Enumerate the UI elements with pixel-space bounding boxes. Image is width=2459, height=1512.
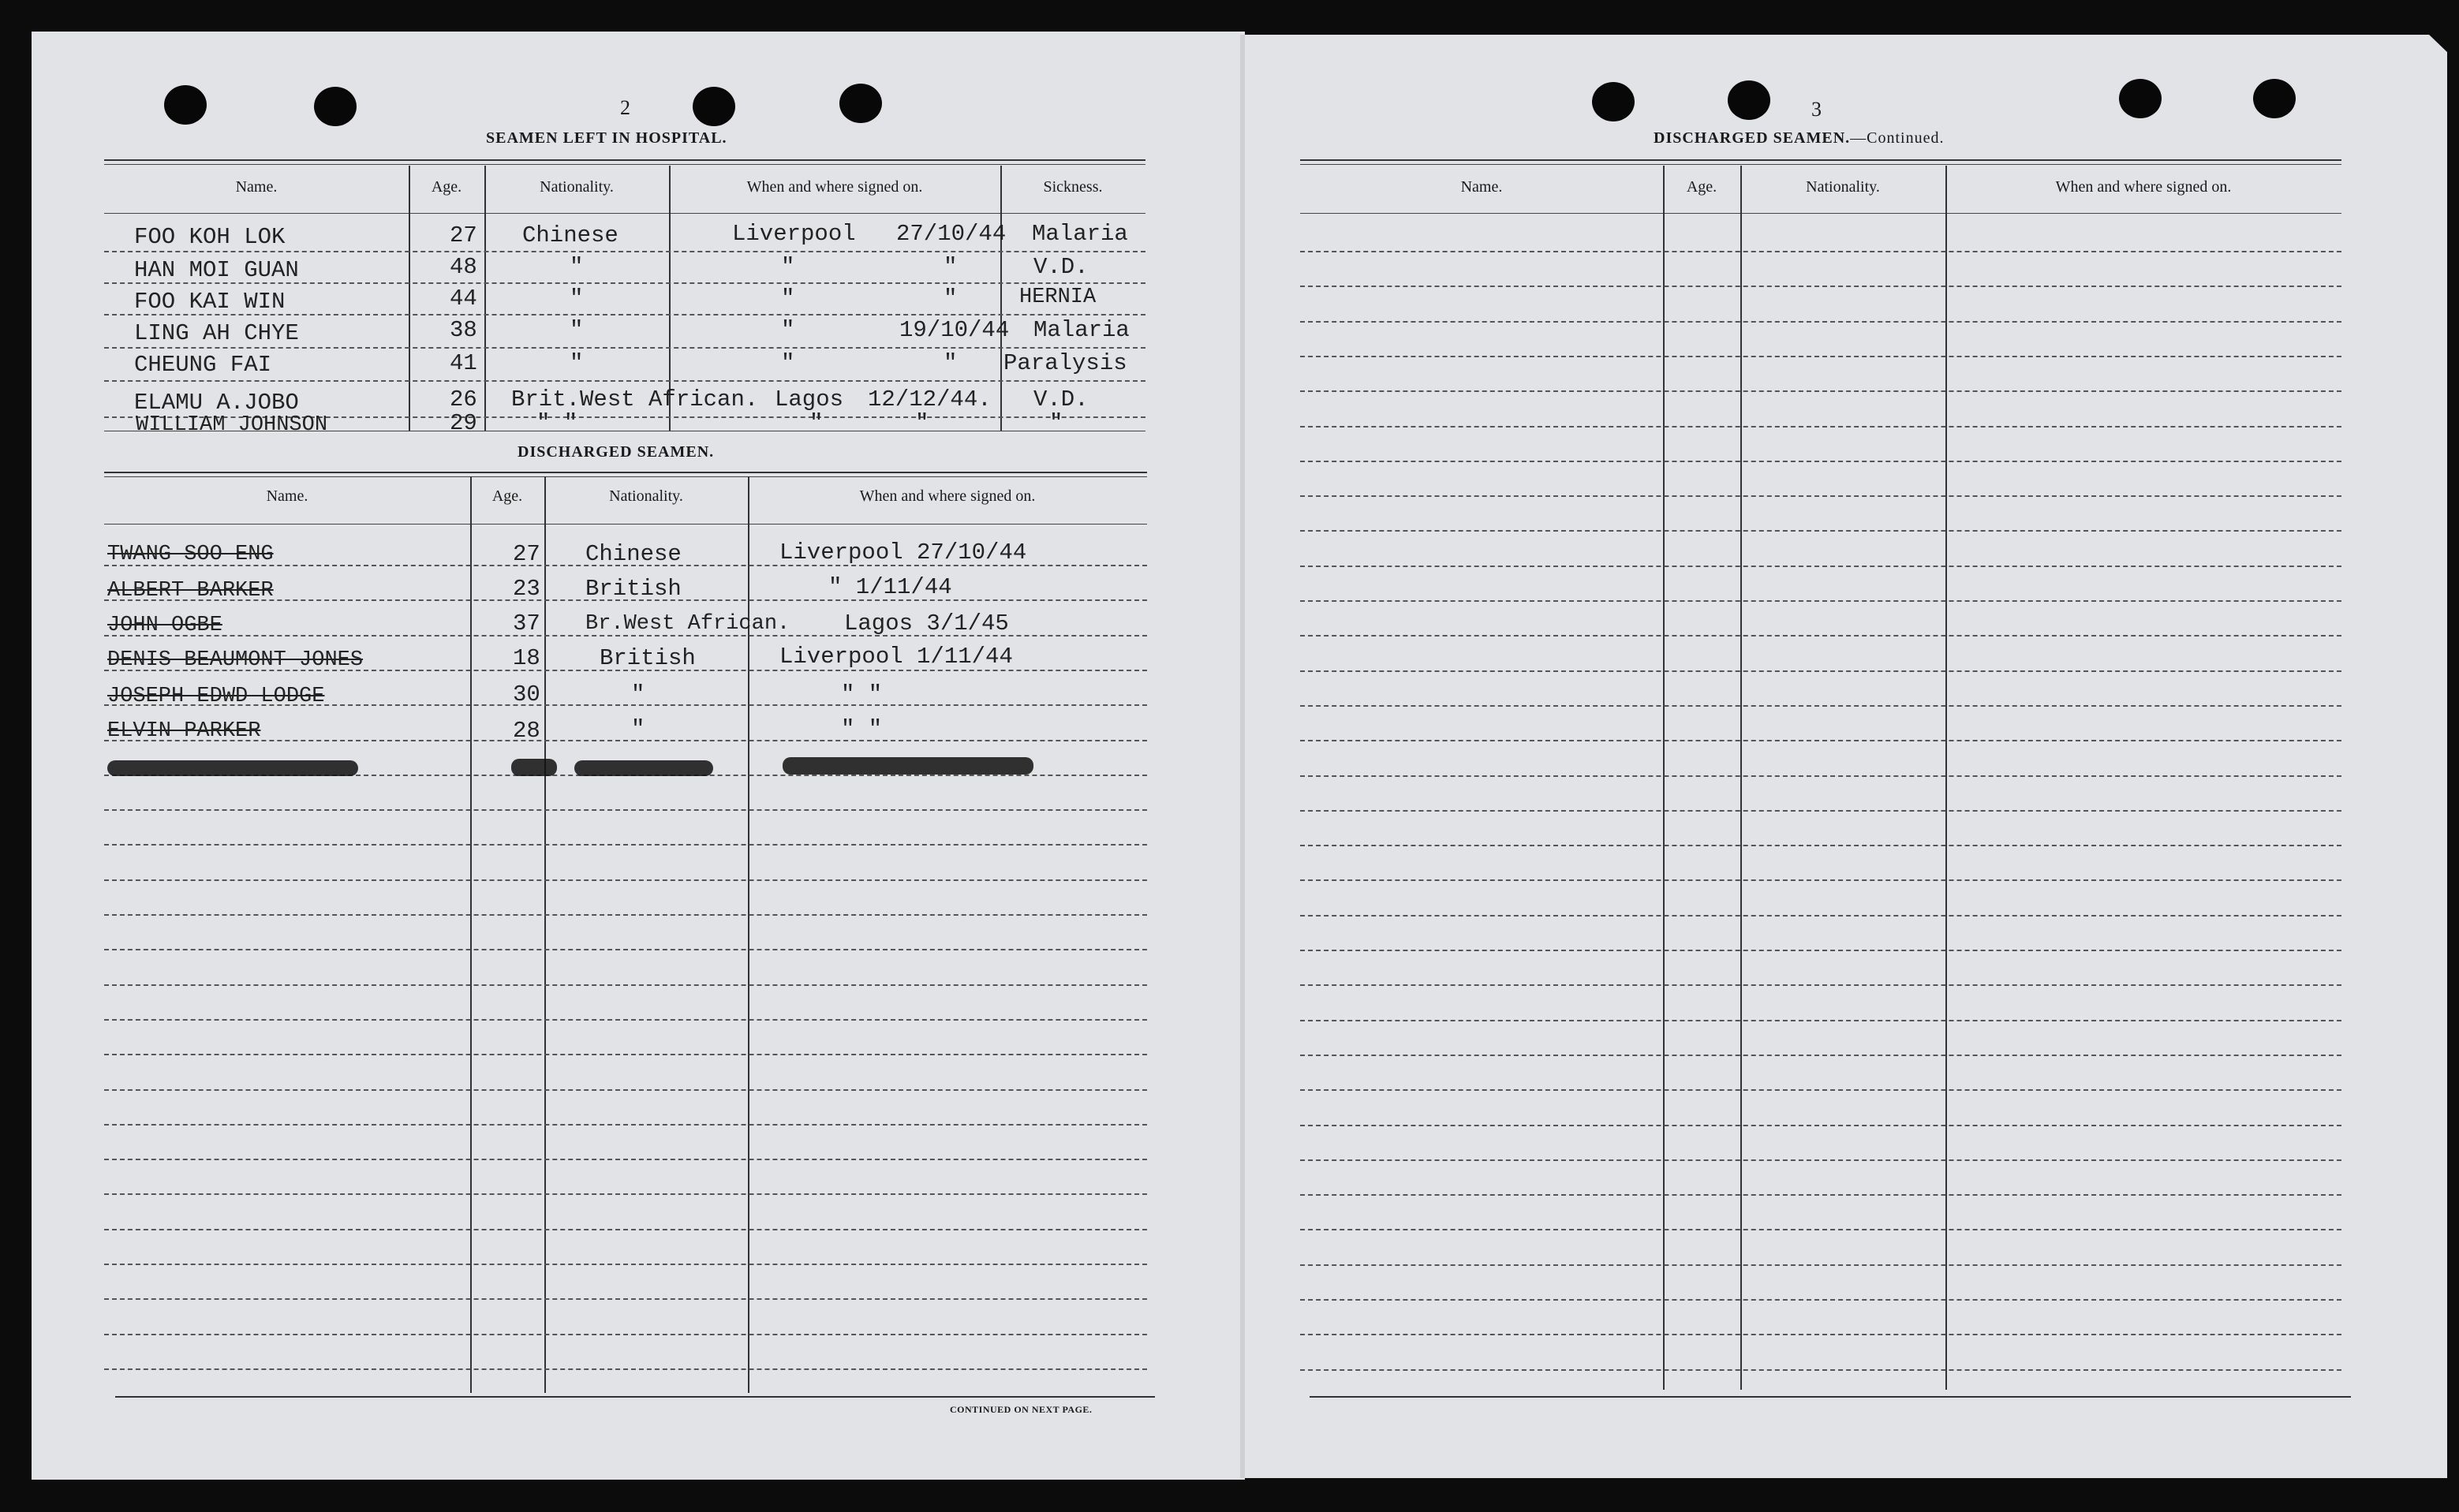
dotted-rule <box>104 879 1147 881</box>
title-suffix: —Continued. <box>1850 129 1945 147</box>
sickness: Paralysis <box>1003 350 1127 376</box>
seaman-age: 27 <box>513 541 540 567</box>
seaman-name: CHEUNG FAI <box>134 352 272 378</box>
col-header-age: Age. <box>491 487 523 505</box>
signed-on: Liverpool 27/10/44 <box>779 539 1027 566</box>
rule <box>115 1396 1155 1398</box>
page-fold <box>1240 35 1245 1478</box>
title-text: DISCHARGED SEAMEN. <box>1654 129 1851 147</box>
seaman-nationality: British <box>585 576 682 602</box>
punch-hole <box>839 84 882 123</box>
dotted-rule <box>1300 426 2341 427</box>
dotted-rule <box>1300 740 2341 741</box>
dotted-rule <box>104 914 1147 916</box>
dotted-rule <box>104 1368 1147 1370</box>
dotted-rule <box>1300 1334 2341 1335</box>
col-header-signed-on: When and where signed on. <box>2055 178 2232 196</box>
ink-blot <box>574 760 713 776</box>
dotted-rule <box>1300 950 2341 951</box>
rule <box>104 213 1145 214</box>
dotted-rule <box>104 844 1147 846</box>
seaman-age: 23 <box>513 576 540 602</box>
seaman-name: ELVIN PARKER <box>107 719 261 743</box>
dotted-rule <box>104 1193 1147 1195</box>
signed-on: " " <box>841 681 883 707</box>
discharged-section-title: DISCHARGED SEAMEN. <box>518 443 715 461</box>
seaman-nationality: Chinese <box>585 541 682 567</box>
seaman-nationality: British <box>600 645 696 671</box>
dotted-rule <box>1300 879 2341 881</box>
signed-place: " <box>781 286 795 312</box>
punch-hole <box>164 85 207 125</box>
col-header-name: Name. <box>266 487 308 505</box>
punch-hole <box>314 87 357 126</box>
sickness: Malaria <box>1033 317 1130 343</box>
seaman-name: DENIS BEAUMONT JONES <box>107 648 364 672</box>
rule <box>104 476 1147 477</box>
column-rule <box>1740 166 1742 1390</box>
dotted-rule <box>1300 775 2341 777</box>
dotted-rule <box>1300 1194 2341 1196</box>
seaman-name: TWANG SOO ENG <box>107 543 274 566</box>
seaman-name: JOSEPH EDWD LODGE <box>107 685 325 708</box>
dotted-rule <box>1300 1229 2341 1230</box>
dotted-rule <box>1300 251 2341 252</box>
signed-place: " <box>781 254 795 280</box>
seaman-nationality: Chinese <box>522 222 618 248</box>
signed-on: " 1/11/44 <box>828 574 952 600</box>
seaman-nationality: " <box>570 350 584 376</box>
dotted-rule <box>104 1159 1147 1160</box>
dotted-rule <box>104 1264 1147 1265</box>
dotted-rule <box>1300 1299 2341 1301</box>
rule <box>1310 1396 2351 1398</box>
signed-on: Lagos 3/1/45 <box>844 610 1009 637</box>
rule <box>1300 213 2341 214</box>
col-header-name: Name. <box>1460 178 1503 196</box>
seaman-age: 37 <box>513 610 540 637</box>
col-header-age: Age. <box>431 178 462 196</box>
ink-blot <box>783 757 1033 775</box>
col-header-name: Name. <box>235 178 278 196</box>
dotted-rule <box>104 251 1145 252</box>
ink-blot <box>511 759 557 776</box>
rule <box>1300 159 2341 161</box>
column-rule <box>544 476 546 1393</box>
sickness: V.D. <box>1033 386 1089 413</box>
punch-hole <box>1728 80 1770 120</box>
seaman-age: 28 <box>513 718 540 744</box>
col-header-nationality: Nationality. <box>1806 178 1880 196</box>
continued-section-title <box>1654 129 1945 147</box>
hospital-section-title: SEAMEN LEFT IN HOSPITAL. <box>486 129 727 147</box>
dotted-rule <box>1300 915 2341 917</box>
seaman-name: LING AH CHYE <box>134 320 299 346</box>
dotted-rule <box>1300 530 2341 532</box>
column-rule <box>470 476 472 1393</box>
rule <box>104 472 1147 473</box>
dotted-rule <box>1300 1020 2341 1021</box>
column-rule <box>1000 166 1002 431</box>
signed-date: " <box>915 410 929 436</box>
punch-hole <box>2253 79 2296 118</box>
seaman-name: ALBERT BARKER <box>107 579 274 603</box>
signed-date: " <box>944 350 958 376</box>
seaman-nationality: " <box>570 286 584 312</box>
rule <box>1300 164 2341 165</box>
dotted-rule <box>104 949 1147 950</box>
signed-date: 12/12/44. <box>868 386 992 413</box>
dotted-rule <box>1300 1369 2341 1371</box>
dotted-rule <box>1300 356 2341 357</box>
rule <box>104 524 1147 525</box>
seaman-age: 48 <box>450 254 477 280</box>
dotted-rule <box>104 1334 1147 1335</box>
signed-date: " <box>944 254 958 280</box>
seaman-age: 27 <box>450 222 477 248</box>
punch-hole <box>2119 79 2162 118</box>
seaman-age: 18 <box>513 645 540 671</box>
dotted-rule <box>104 1089 1147 1091</box>
dotted-rule <box>1300 495 2341 497</box>
signed-on: Liverpool 1/11/44 <box>779 644 1013 670</box>
dotted-rule <box>1300 1089 2341 1091</box>
seaman-name: WILLIAM JOHNSON <box>136 413 328 437</box>
dotted-rule <box>104 380 1145 382</box>
seaman-name: FOO KOH LOK <box>134 224 286 250</box>
seaman-name: FOO KAI WIN <box>134 289 286 315</box>
page-number-right: 3 <box>1811 98 1822 121</box>
ink-blot <box>107 760 358 776</box>
seaman-name: HAN MOI GUAN <box>134 257 299 283</box>
col-header-signed-on: When and where signed on. <box>746 178 923 196</box>
dotted-rule <box>1300 705 2341 707</box>
dotted-rule <box>1300 566 2341 567</box>
seaman-nationality: " <box>631 681 645 707</box>
sickness: HERNIA <box>1019 286 1097 309</box>
dotted-rule <box>1300 670 2341 672</box>
dotted-rule <box>1300 810 2341 812</box>
signed-place: " <box>781 317 795 343</box>
dotted-rule <box>1300 461 2341 462</box>
col-header-nationality: Nationality. <box>540 178 614 196</box>
dotted-rule <box>104 1054 1147 1055</box>
seaman-nationality: " " <box>536 410 578 436</box>
dotted-rule <box>1300 1055 2341 1056</box>
dotted-rule <box>104 1019 1147 1021</box>
seaman-nationality: Brit.West African. <box>511 386 759 413</box>
column-rule <box>1945 166 1947 1390</box>
seaman-nationality: " <box>570 317 584 343</box>
col-header-nationality: Nationality. <box>609 487 683 505</box>
seaman-age: 38 <box>450 317 477 343</box>
dotted-rule <box>104 1298 1147 1300</box>
seaman-age: 26 <box>450 386 477 413</box>
signed-date: 27/10/44 <box>896 221 1007 247</box>
seaman-nationality: Br.West African. <box>585 612 790 636</box>
dotted-rule <box>1300 1159 2341 1161</box>
sickness: " <box>1049 410 1063 436</box>
seaman-age: 41 <box>450 350 477 376</box>
seaman-name: JOHN OGBE <box>107 614 222 637</box>
signed-place: " <box>781 350 795 376</box>
signed-date: 19/10/44 <box>899 317 1010 343</box>
dotted-rule <box>104 347 1145 349</box>
dotted-rule <box>1300 984 2341 986</box>
dotted-rule <box>104 1124 1147 1126</box>
page-number-left: 2 <box>620 96 630 119</box>
column-rule <box>484 166 486 431</box>
signed-date: " <box>944 286 958 312</box>
dotted-rule <box>1300 390 2341 392</box>
dotted-rule <box>1300 635 2341 637</box>
signed-place: Liverpool <box>732 221 856 247</box>
signed-place: Lagos <box>775 386 844 413</box>
seaman-nationality: " <box>631 716 645 742</box>
dotted-rule <box>1300 600 2341 602</box>
punch-hole <box>1592 82 1635 121</box>
signed-place: " <box>809 410 824 436</box>
rule <box>104 164 1145 165</box>
dotted-rule <box>1300 1264 2341 1266</box>
seaman-nationality: " <box>570 254 584 280</box>
sickness: Malaria <box>1032 221 1128 247</box>
dotted-rule <box>104 984 1147 986</box>
seaman-age: 44 <box>450 286 477 312</box>
signed-on: " " <box>841 716 883 742</box>
dotted-rule <box>1300 845 2341 846</box>
punch-hole <box>693 87 735 126</box>
col-header-sickness: Sickness. <box>1043 178 1103 196</box>
dotted-rule <box>104 809 1147 811</box>
continued-note: CONTINUED ON NEXT PAGE. <box>950 1404 1093 1415</box>
dotted-rule <box>1300 321 2341 323</box>
seaman-name: ELAMU A.JOBO <box>134 390 299 416</box>
column-rule <box>1663 166 1665 1390</box>
column-rule <box>409 166 410 431</box>
seaman-age: 29 <box>450 410 477 436</box>
dotted-rule <box>104 1229 1147 1230</box>
sickness: V.D. <box>1033 254 1089 280</box>
dotted-rule <box>1300 1125 2341 1126</box>
col-header-age: Age. <box>1686 178 1717 196</box>
dotted-rule <box>1300 286 2341 287</box>
seaman-age: 30 <box>513 681 540 707</box>
col-header-signed-on: When and where signed on. <box>859 487 1036 505</box>
rule <box>104 159 1145 161</box>
